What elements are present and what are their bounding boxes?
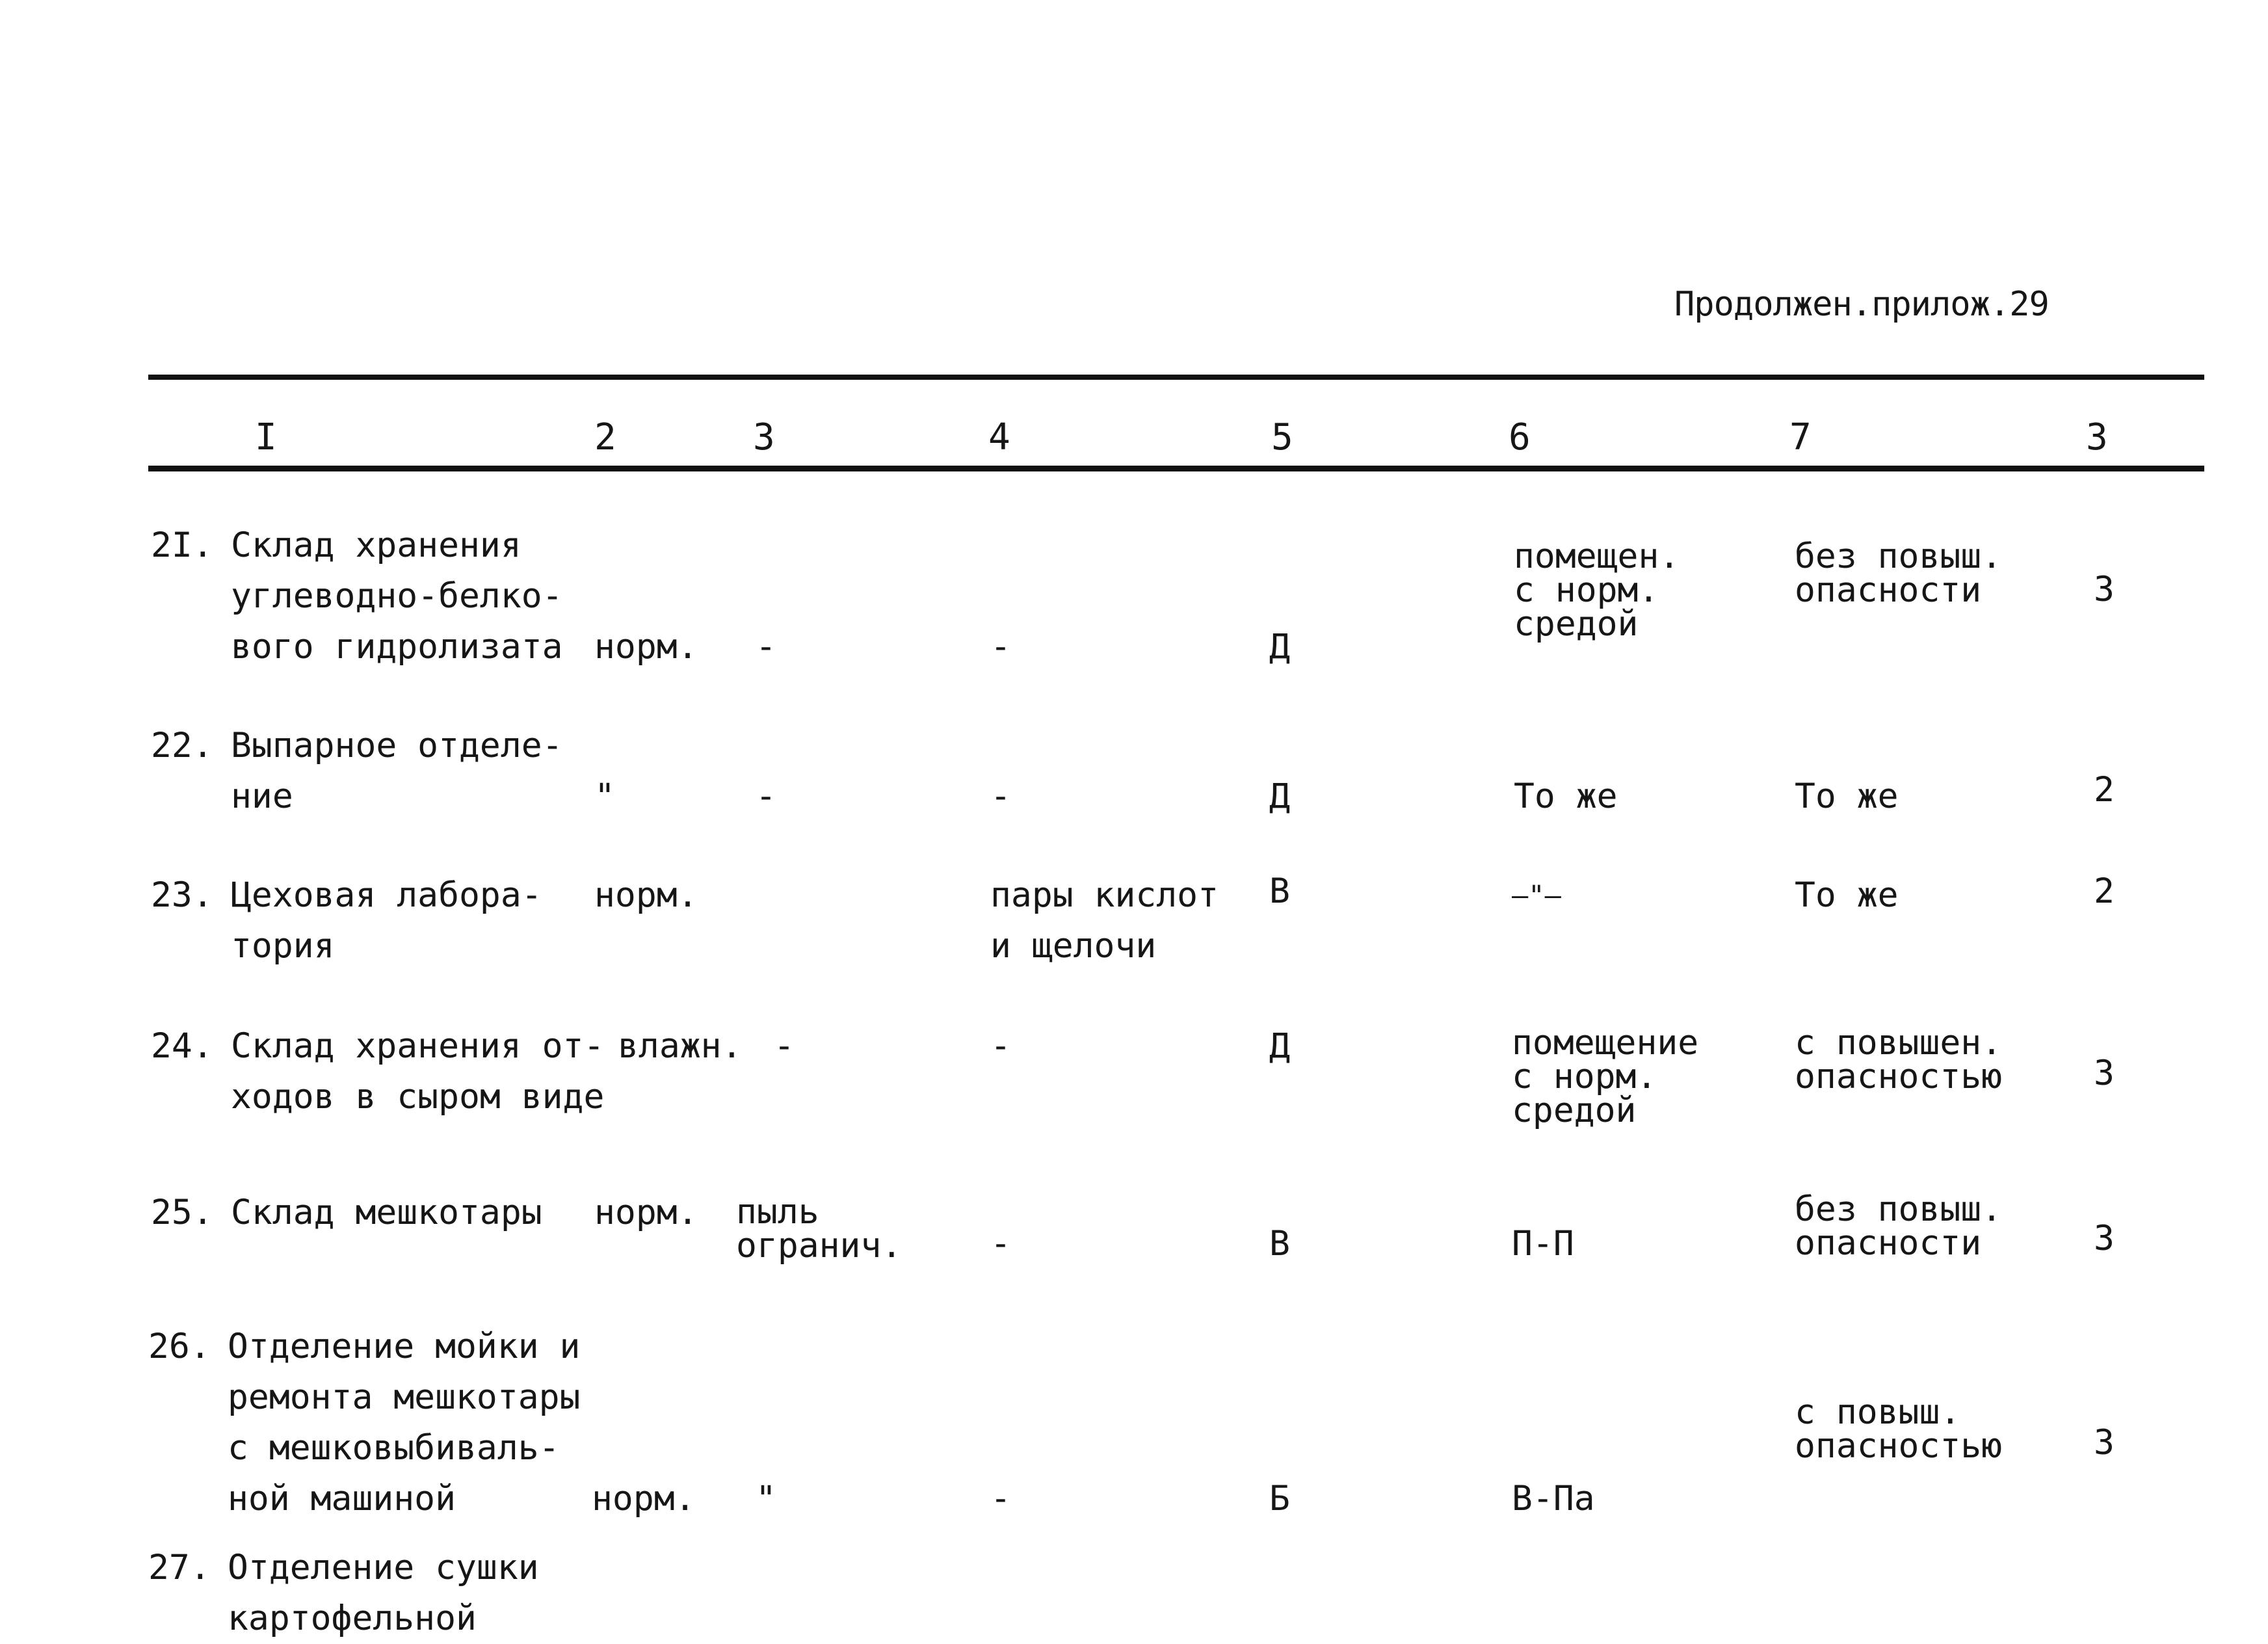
row-26-col2: норм.: [592, 1479, 696, 1518]
row-24-col5: Д: [1269, 1026, 1290, 1066]
row-26-number: 26.: [148, 1327, 211, 1366]
row-22-col5: Д: [1269, 776, 1290, 816]
row-22-name: Выпарное отделе- ние: [231, 726, 563, 816]
row-26-name: Отделение мойки и ремонта мешкотары с мешковыбиваль- ной машиной: [228, 1327, 581, 1518]
column-number-3: 3: [753, 416, 775, 458]
row-23-col2: норм.: [594, 875, 698, 915]
row-22-number: 22.: [151, 726, 213, 765]
row-25-number: 25.: [151, 1193, 213, 1232]
table-header-rule: [148, 466, 2204, 471]
column-number-2: 2: [594, 416, 616, 458]
row-26-col7: с повыш. опасностью: [1795, 1392, 2003, 1466]
row-23-col7: То же: [1795, 875, 1899, 915]
row-27-number: 27.: [148, 1548, 211, 1587]
row-25-col8: 3: [2094, 1219, 2115, 1258]
row-23-name: Цеховая лабора- тория: [231, 875, 542, 966]
row-22-col7: То же: [1795, 776, 1899, 816]
row-25-col6: П-П: [1512, 1224, 1574, 1264]
row-22-col3: -: [756, 776, 776, 816]
row-25-col5: В: [1269, 1224, 1290, 1264]
row-24-col4: -: [990, 1026, 1011, 1066]
row-25-name: Склад мешкотары: [231, 1193, 542, 1232]
row-23-col4: пары кислот и щелочи: [990, 875, 1219, 966]
column-number-5: 5: [1271, 416, 1293, 458]
row-21-number: 2I.: [151, 525, 213, 565]
row-24-col7: с повышен. опасностью: [1795, 1023, 2003, 1096]
table-top-rule: [148, 375, 2204, 380]
row-24-number: 24.: [151, 1026, 213, 1066]
row-21-col4: -: [990, 627, 1011, 667]
row-24-name: Склад хранения от- ходов в сыром виде: [231, 1026, 605, 1117]
row-26-col6: В-Па: [1512, 1479, 1595, 1518]
continuation-note: Продолжен.прилож.29: [1674, 285, 2049, 324]
row-21-col2: норм.: [594, 627, 698, 667]
row-26-col8: 3: [2094, 1423, 2115, 1463]
row-21-col6: помещен. с норм. средой: [1514, 537, 1680, 644]
row-24-col8: 3: [2094, 1054, 2115, 1093]
column-number-7: 7: [1789, 416, 1812, 458]
row-23-number: 23.: [151, 875, 213, 915]
row-25-col2: норм.: [594, 1193, 698, 1232]
column-number-1: I: [255, 416, 277, 458]
row-23-col5: В: [1269, 871, 1290, 911]
column-number-4: 4: [988, 416, 1010, 458]
row-23-col8: 2: [2094, 871, 2115, 911]
row-26-col3: ": [756, 1479, 776, 1518]
row-25-col3: пыль огранич.: [736, 1192, 903, 1266]
row-21-col3: -: [756, 627, 776, 667]
row-25-col7: без повыш. опасности: [1795, 1189, 2003, 1263]
row-24-col3: -: [774, 1026, 795, 1066]
row-21-col8: 3: [2094, 570, 2115, 609]
row-24-col2: влажн.: [618, 1026, 743, 1066]
row-22-col4: -: [990, 776, 1011, 816]
row-26-col4: -: [990, 1479, 1011, 1518]
column-number-8: 3: [2086, 416, 2108, 458]
row-24-col6: помещение с норм. средой: [1512, 1023, 1699, 1130]
column-number-6: 6: [1509, 416, 1531, 458]
row-27-name: Отделение сушки картофельной: [228, 1548, 539, 1638]
row-22-col6: То же: [1514, 776, 1618, 816]
row-21-col5: Д: [1269, 627, 1290, 667]
row-22-col8: 2: [2094, 770, 2115, 810]
row-26-col5: Б: [1269, 1479, 1290, 1518]
row-25-col4: -: [990, 1224, 1011, 1264]
row-22-col2: ": [594, 776, 615, 816]
row-21-col7: без повыш. опасности: [1795, 537, 2003, 610]
row-23-col6-ditto: —"—: [1512, 879, 1561, 911]
row-21-name: Склад хранения углеводно-белко- вого гидролизата: [231, 525, 563, 667]
